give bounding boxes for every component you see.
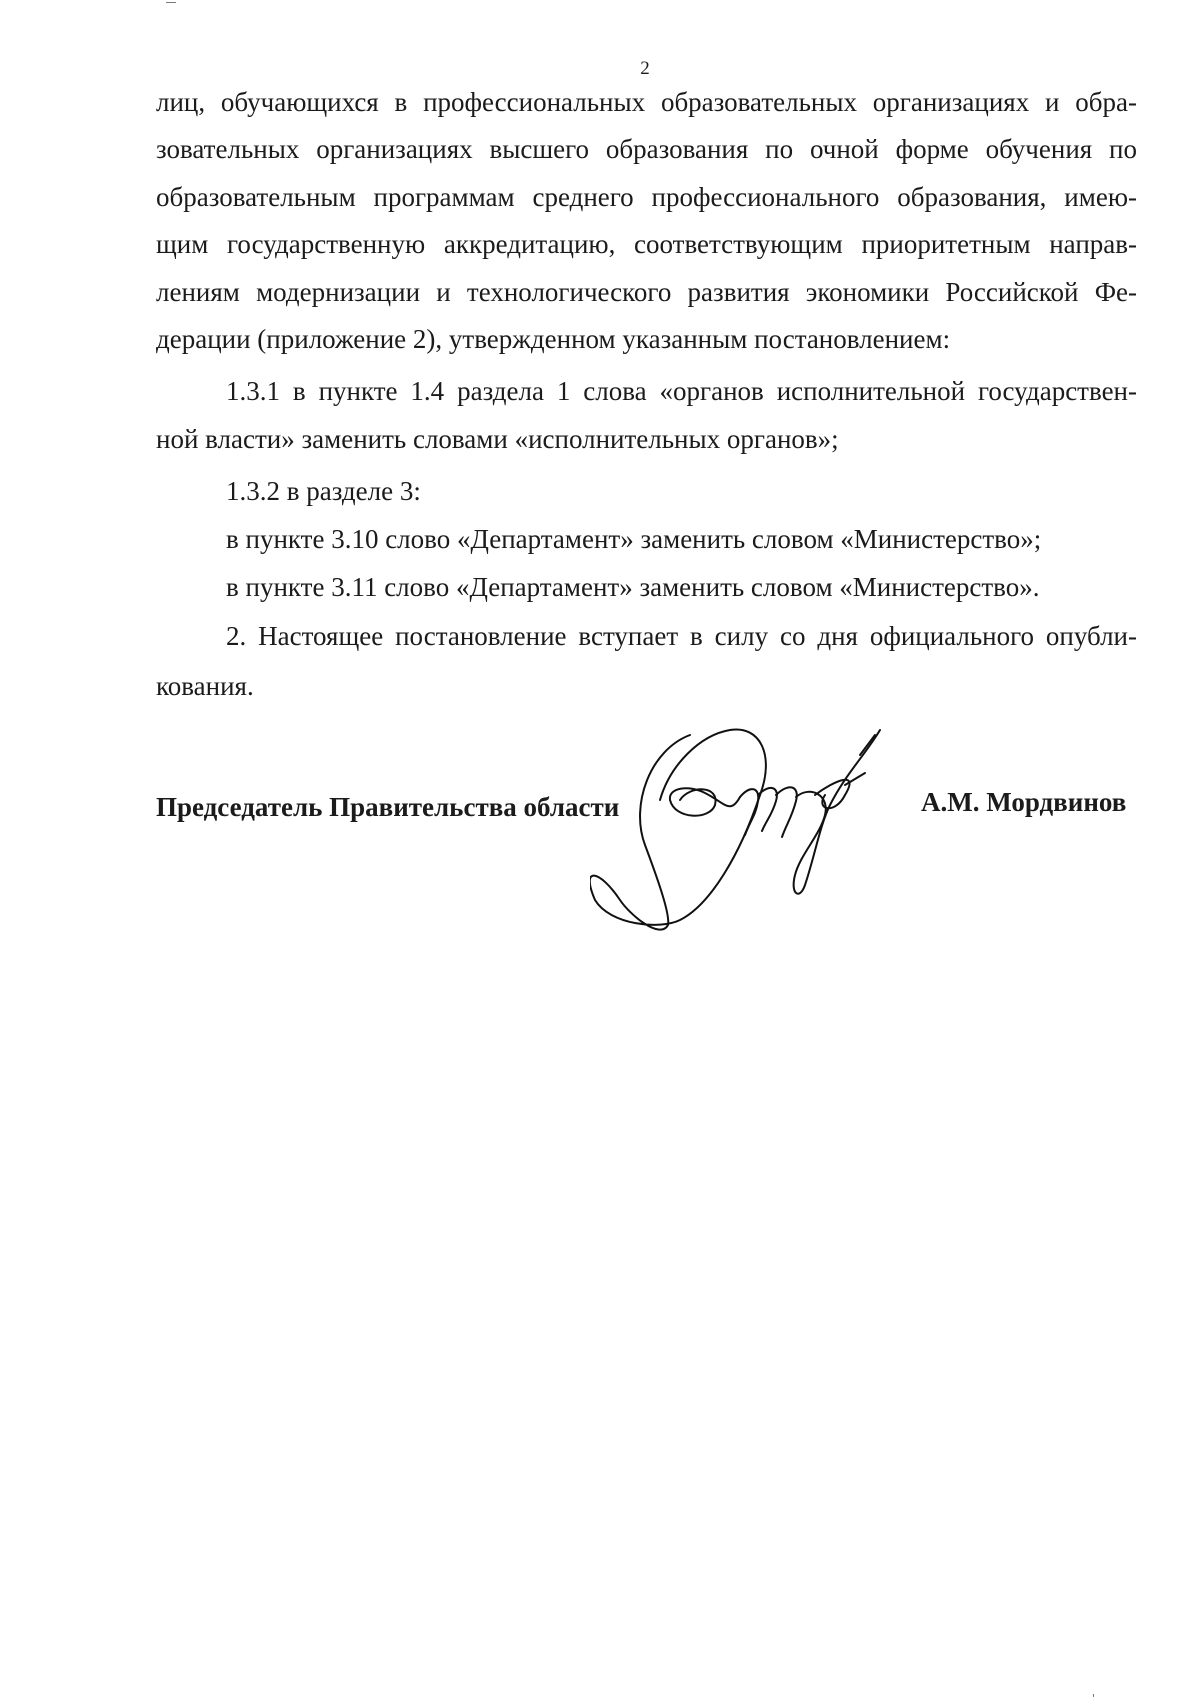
paragraph-line: дерации (приложение 2), утвержденном указанным постановлением:: [156, 324, 951, 354]
signature-stroke: [815, 780, 850, 808]
paragraph-line: лениям модернизации и технологического развития экономики Российской Фе-: [156, 277, 1137, 307]
paragraph-line: щим государственную аккредитацию, соответствующим приоритетным направ-: [156, 229, 1137, 259]
item-1-3-1-line: 1.3.1 в пункте 1.4 раздела 1 слова «органов исполнительной государствен-: [226, 376, 1137, 406]
handwritten-signature: [590, 725, 950, 940]
paragraph-line: лиц, обучающихся в профессиональных образовательных организациях и обра-: [156, 87, 1137, 117]
signature-stroke: [590, 729, 766, 929]
signature-stroke: [860, 735, 875, 755]
item-3-10-text: в пункте 3.10 слово «Департамент» заменить словом «Министерство»;: [226, 524, 1042, 554]
signature-stroke: [776, 787, 797, 837]
signature-position-title: Председатель Правительства области: [156, 792, 620, 822]
page-number: 2: [640, 58, 650, 79]
signatory-name: А.М. Мордвинов: [921, 787, 1127, 817]
item-1-3-2-heading: 1.3.2 в разделе 3:: [226, 476, 421, 506]
paragraph-line: образовательным программам среднего профессионального образования, имею-: [156, 182, 1137, 212]
item-2-line: 2. Настоящее постановление вступает в силу со дня официального опубли-: [226, 621, 1137, 651]
signature-stroke: [740, 789, 758, 835]
item-3-11-text: в пункте 3.11 слово «Департамент» заменить словом «Министерство».: [226, 572, 1040, 602]
signature-stroke: [794, 730, 880, 894]
scan-artifact: [166, 2, 176, 3]
paragraph-line: зовательных организациях высшего образования по очной форме обучения по: [156, 134, 1137, 164]
item-1-3-1-line: ной власти» заменить словами «исполнительных органов»;: [156, 424, 839, 454]
item-2-line: кования.: [156, 671, 254, 701]
signature-stroke: [670, 788, 740, 815]
